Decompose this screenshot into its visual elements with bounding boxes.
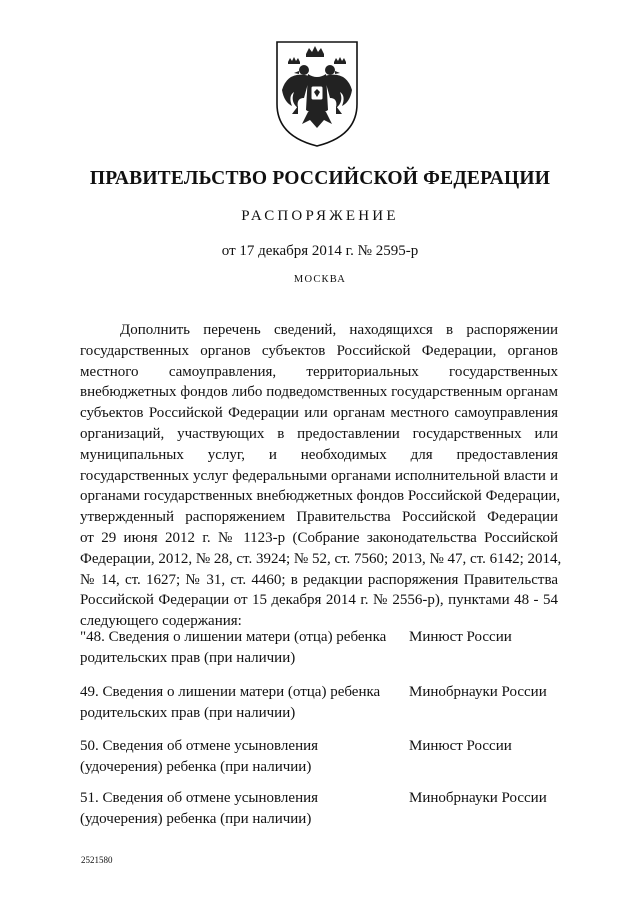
body-line: государственных органов субъектов Российской Федерации, органов — [80, 342, 558, 359]
body-line: от 29 июня 2012 г. № 1123-р (Собрание законодательства Российской — [80, 529, 558, 546]
entry-description: 49. Сведения о лишении матери (отца) ребенка родительских прав (при наличии) — [80, 684, 381, 721]
entry-description: 50. Сведения об отмене усыновления (удочерения) ребенка (при наличии) — [80, 738, 319, 775]
body-line: органами государственных внебюджетных фондов Российской Федерации, — [80, 488, 561, 505]
entry-agency: Минобрнауки России — [409, 790, 547, 806]
coat-of-arms-icon — [274, 40, 360, 148]
document-code: 2521580 — [81, 855, 113, 865]
body-line: Российской Федерации от 15 декабря 2014 г. № 2556-р), пунктами 48 - 54 — [80, 592, 558, 609]
body-line: субъектов Российской Федерации или органам местного самоуправления — [80, 405, 558, 422]
body-line: внебюджетных фондов либо подведомственных государственным органам — [80, 384, 558, 401]
body-line: местного самоуправления, территориальных государственных — [80, 363, 558, 380]
city: МОСКВА — [293, 274, 347, 285]
body-line: Дополнить перечень сведений, находящихся в распоряжении — [120, 322, 558, 338]
body-line: государственных услуг федеральными органами исполнительной власти и — [80, 467, 558, 484]
document-date-number: от 17 декабря 2014 г. № 2595-р — [221, 243, 419, 259]
body-line: № 14, ст. 1627; № 31, ст. 4460; в редакции распоряжения Правительства — [80, 571, 558, 588]
body-line: следующего содержания: — [80, 613, 242, 630]
body-paragraph — [80, 320, 562, 632]
entry-agency: Минюст России — [409, 629, 512, 645]
document-type: РАСПОРЯЖЕНИЕ — [241, 208, 399, 224]
entry-agency: Минобрнауки России — [409, 684, 547, 700]
entry-description: 51. Сведения об отмене усыновления (удочерения) ребенка (при наличии) — [80, 790, 319, 827]
entry-description: "48. Сведения о лишении матери (отца) ребенка родительских прав (при наличии) — [80, 629, 387, 666]
body-line: Федерации, 2012, № 28, ст. 3924; № 52, ст. 7560; 2013, № 47, ст. 6142; 2014, — [80, 550, 562, 567]
body-line: организаций, участвующих в предоставлении государственных или — [80, 425, 558, 442]
entry-agency: Минюст России — [409, 738, 512, 754]
body-line: утвержденный распоряжением Правительства Российской Федерации — [80, 509, 558, 526]
government-title: ПРАВИТЕЛЬСТВО РОССИЙСКОЙ ФЕДЕРАЦИИ — [89, 168, 551, 189]
body-line: муниципальных услуг, и необходимых для предоставления — [80, 446, 558, 463]
